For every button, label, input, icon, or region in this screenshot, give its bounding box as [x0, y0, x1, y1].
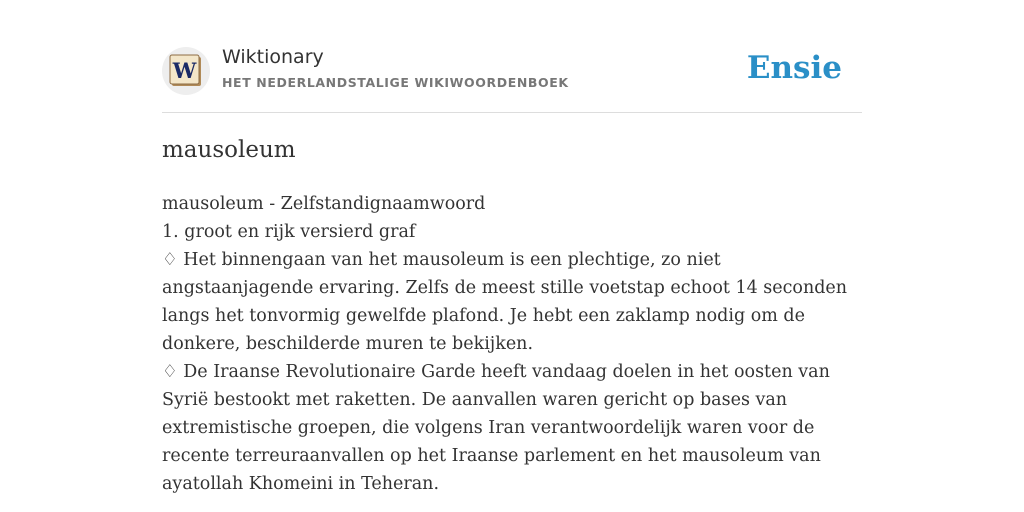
example-sentence: ♢ De Iraanse Revolutionaire Garde heeft vandaag doelen in het oosten van Syrië bestookt met raketten. De aanvallen waren gericht op bases van extremistische groepen, die volgens Iran verantwoordelijk waren voor de recente terreuraanvallen op het Iraanse parlement en het mausoleum van ayatollah Khomeini in Teheran. — [162, 362, 830, 494]
ensie-brand-link[interactable]: Ensie — [746, 50, 842, 86]
logo-letter: W — [172, 58, 197, 83]
part-of-speech-line: mausoleum - Zelfstandignaamwoord — [162, 194, 486, 214]
wiktionary-tile-icon — [162, 47, 210, 95]
site-header — [162, 40, 862, 113]
page-title: mausoleum — [162, 137, 296, 163]
entry-content — [162, 190, 862, 498]
example-sentence: ♢ Het binnengaan van het mausoleum is een plechtige, zo niet angstaanjagende ervaring. Zelfs de meest stille voetstap echoot 14 seconden langs het tonvormig gewelfde plafond. Je hebt een zaklamp nodig om de donkere, beschilderde muren te bekijken. — [162, 250, 848, 354]
site-subtitle: HET NEDERLANDSTALIGE WIKIWOORDENBOEK — [222, 75, 569, 90]
site-name[interactable]: Wiktionary — [222, 46, 324, 68]
definition-line: 1. groot en rijk versierd graf — [162, 222, 416, 242]
wiktionary-logo-icon[interactable] — [162, 47, 210, 95]
